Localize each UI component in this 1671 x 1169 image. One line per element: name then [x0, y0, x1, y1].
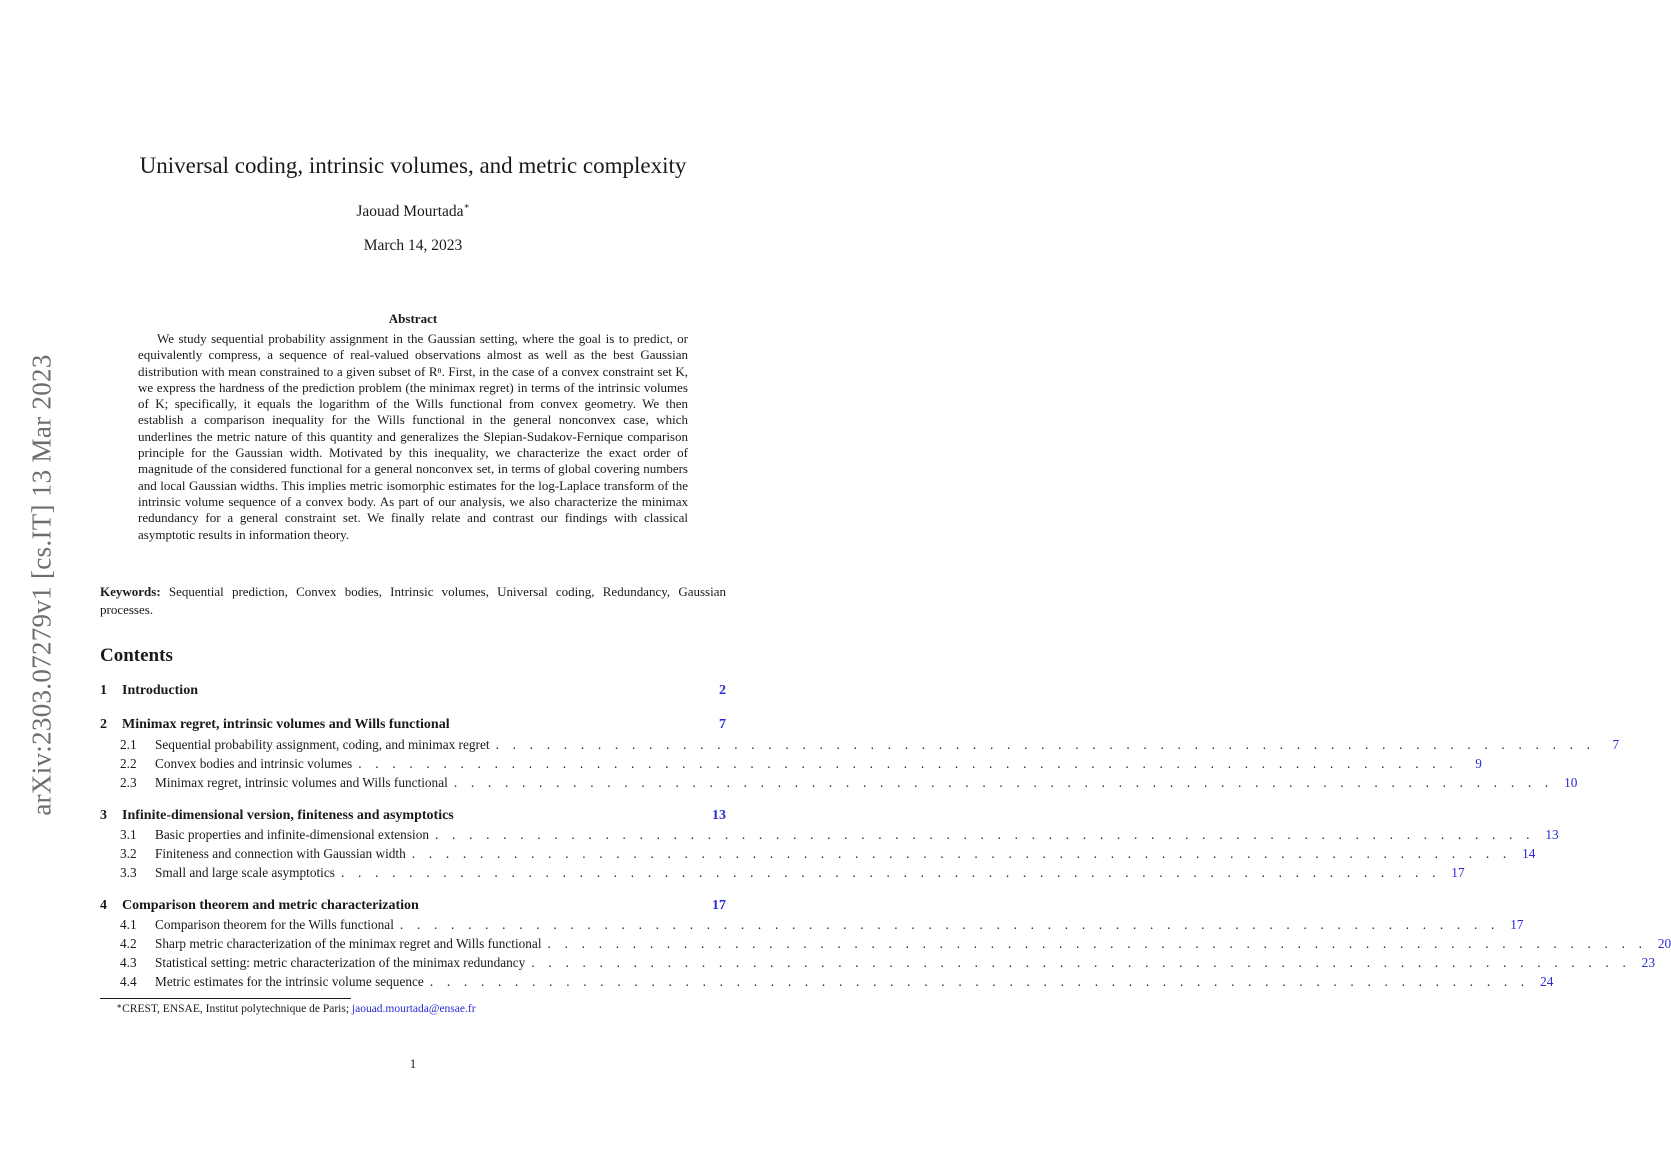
footnote-divider [100, 998, 351, 999]
author-name: Jaouad Mourtada [356, 203, 464, 220]
toc-number: 3.2 [120, 846, 137, 861]
keywords-text: Sequential prediction, Convex bodies, Intrinsic volumes, Universal coding, Redundancy, Gaussian processes. [100, 584, 726, 617]
toc-page-link[interactable]: 24 [1540, 974, 1554, 989]
toc-page-link[interactable]: 17 [712, 898, 726, 913]
toc-page-link[interactable]: 7 [719, 717, 726, 732]
toc-entry-2-3[interactable] [100, 775, 1578, 794]
toc-label: Convex bodies and intrinsic volumes [155, 756, 353, 771]
toc-page-link[interactable]: 7 [1612, 737, 1620, 752]
toc-label: Sharp metric characterization of the minimax regret and Wills functional [155, 936, 542, 951]
toc-leader: . . . . . . . . . . . . . . . . . . . . . . . . . . . . . . . . . . . . . . . . . . . . . . . . . . . . . . . . . . . . . . . . . [411, 846, 1512, 861]
author-line [0, 203, 826, 221]
toc-number: 3.1 [120, 827, 137, 842]
toc-label: Introduction [122, 683, 198, 698]
toc-page-link[interactable]: 13 [712, 808, 726, 823]
abstract-heading: Abstract [388, 311, 438, 326]
toc-entry-1[interactable] [100, 683, 726, 702]
toc-leader: . . . . . . . . . . . . . . . . . . . . . . . . . . . . . . . . . . . . . . . . . . . . . . . . . . . . . . . . . . . . . . . . . [453, 775, 1554, 790]
toc-entry-4-4[interactable] [100, 974, 1554, 993]
paper-title: Universal coding, intrinsic volumes, and metric complexity [139, 153, 687, 178]
footnote-mark: ∗ [116, 1001, 123, 1011]
toc-leader: . . . . . . . . . . . . . . . . . . . . . . . . . . . . . . . . . . . . . . . . . . . . . . . . . . . . . . . . . . . . . . . . . [435, 827, 1535, 842]
toc-entry-2-1[interactable] [100, 737, 1620, 756]
toc-entry-2[interactable] [100, 717, 726, 736]
keywords-label: Keywords: [100, 584, 161, 599]
toc-page-link[interactable]: 17 [1451, 865, 1465, 880]
toc-number: 3.3 [120, 865, 137, 880]
footnote-text: CREST, ENSAE, Institut polytechnique de Paris; [122, 1003, 352, 1015]
toc-page-link[interactable]: 9 [1475, 756, 1482, 771]
toc-leader: . . . . . . . . . . . . . . . . . . . . . . . . . . . . . . . . . . . . . . . . . . . . . . . . . . . . . . . . . . . . . . . . . [547, 936, 1648, 951]
toc-label: Comparison theorem for the Wills functional [155, 917, 394, 932]
author-footnote-mark[interactable]: ∗ [463, 201, 470, 211]
toc-number: 2 [100, 717, 107, 732]
toc-entry-3-3[interactable] [100, 865, 1465, 884]
toc-leader: . . . . . . . . . . . . . . . . . . . . . . . . . . . . . . . . . . . . . . . . . . . . . . . . . . . . . . . . . . . . . . . . . [531, 955, 1631, 970]
toc-page-link[interactable]: 20 [1657, 936, 1671, 951]
arxiv-sidebar-stamp [16, 330, 68, 840]
page-number: 1 [409, 1056, 417, 1071]
footnote-email-link[interactable]: jaouad.mourtada@ensae.fr [351, 1003, 476, 1015]
contents-heading: Contents [100, 645, 173, 666]
toc-label: Sequential probability assignment, coding, and minimax regret [155, 737, 490, 752]
keywords [100, 583, 726, 619]
toc-label: Metric estimates for the intrinsic volume sequence [155, 974, 424, 989]
toc-label: Comparison theorem and metric characterization [122, 898, 419, 913]
toc-number: 4 [100, 898, 107, 913]
toc-page-link[interactable]: 10 [1564, 775, 1578, 790]
toc-number: 2.3 [120, 775, 137, 790]
toc-label: Basic properties and infinite-dimensional extension [155, 827, 429, 842]
abstract-text: We study sequential probability assignment in the Gaussian setting, where the goal is to predict, or equivalently compress, a sequence of real-valued observations almost as well as the best Gaussian distribution with mean constrained to a given subset of Rⁿ. First, in the case of a convex constraint set K, we express the hardness of the prediction problem (the minimax regret) in terms of the intrinsic volumes of K; specifically, it equals the logarithm of the Wills functional from convex geometry. We then establish a comparison inequality for the Wills functional in the general nonconvex case, which underlines the metric nature of this quantity and generalizes the Slepian-Sudakov-Fernique comparison principle for the Gaussian width. Motivated by this inequality, we characterize the exact order of magnitude of the considered functional for a general nonconvex set, in terms of global covering numbers and local Gaussian widths. This implies metric isomorphic estimates for the log-Laplace transform of the intrinsic volume sequence of a convex body. As part of our analysis, we also characterize the minimax redundancy for a general constraint set. We finally relate and contrast our findings with classical asymptotic results in information theory. [138, 331, 688, 542]
toc-leader: . . . . . . . . . . . . . . . . . . . . . . . . . . . . . . . . . . . . . . . . . . . . . . . . . . . . . . . . . . . . . . . . . [358, 756, 1458, 771]
toc-label: Small and large scale asymptotics [155, 865, 335, 880]
toc-number: 4.1 [120, 917, 137, 932]
toc-page-link[interactable]: 13 [1545, 827, 1559, 842]
toc-label: Infinite-dimensional version, finiteness and asymptotics [122, 808, 454, 823]
toc-entry-3-1[interactable] [100, 827, 1559, 846]
toc-entry-4[interactable] [100, 898, 726, 917]
toc-entry-4-3[interactable] [100, 955, 1655, 974]
toc-number: 4.3 [120, 955, 137, 970]
paper-date: March 14, 2023 [363, 237, 463, 254]
toc-number: 2.1 [120, 737, 137, 752]
toc-leader: . . . . . . . . . . . . . . . . . . . . . . . . . . . . . . . . . . . . . . . . . . . . . . . . . . . . . . . . . . . . . . . . . [399, 917, 1500, 932]
toc-leader: . . . . . . . . . . . . . . . . . . . . . . . . . . . . . . . . . . . . . . . . . . . . . . . . . . . . . . . . . . . . . . . . . [495, 737, 1596, 752]
toc-page-link[interactable]: 2 [719, 683, 726, 698]
toc-page-link[interactable]: 14 [1522, 846, 1536, 861]
footnote [116, 1003, 476, 1015]
toc-label: Statistical setting: metric characterization of the minimax redundancy [155, 955, 526, 970]
toc-leader: . . . . . . . . . . . . . . . . . . . . . . . . . . . . . . . . . . . . . . . . . . . . . . . . . . . . . . . . . . . . . . . . . [340, 865, 1441, 880]
toc-entry-2-2[interactable] [100, 756, 1482, 775]
toc-page-link[interactable]: 17 [1510, 917, 1524, 932]
toc-entry-4-2[interactable] [100, 936, 1671, 955]
toc-number: 2.2 [120, 756, 137, 771]
toc-leader: . . . . . . . . . . . . . . . . . . . . . . . . . . . . . . . . . . . . . . . . . . . . . . . . . . . . . . . . . . . . . . . . . [429, 974, 1530, 989]
toc-number: 3 [100, 808, 107, 823]
toc-page-link[interactable]: 23 [1641, 955, 1655, 970]
toc-number: 4.4 [120, 974, 137, 989]
toc-entry-4-1[interactable] [100, 917, 1524, 936]
toc-entry-3[interactable] [100, 808, 726, 827]
toc-number: 4.2 [120, 936, 137, 951]
toc-number: 1 [100, 683, 107, 698]
toc-label: Minimax regret, intrinsic volumes and Wills functional [122, 717, 450, 732]
arxiv-id: arXiv:2303.07279v1 [cs.IT] 13 Mar 2023 [26, 354, 57, 816]
toc-label: Minimax regret, intrinsic volumes and Wills functional [155, 775, 448, 790]
toc-label: Finiteness and connection with Gaussian width [155, 846, 406, 861]
toc-entry-3-2[interactable] [100, 846, 1536, 865]
